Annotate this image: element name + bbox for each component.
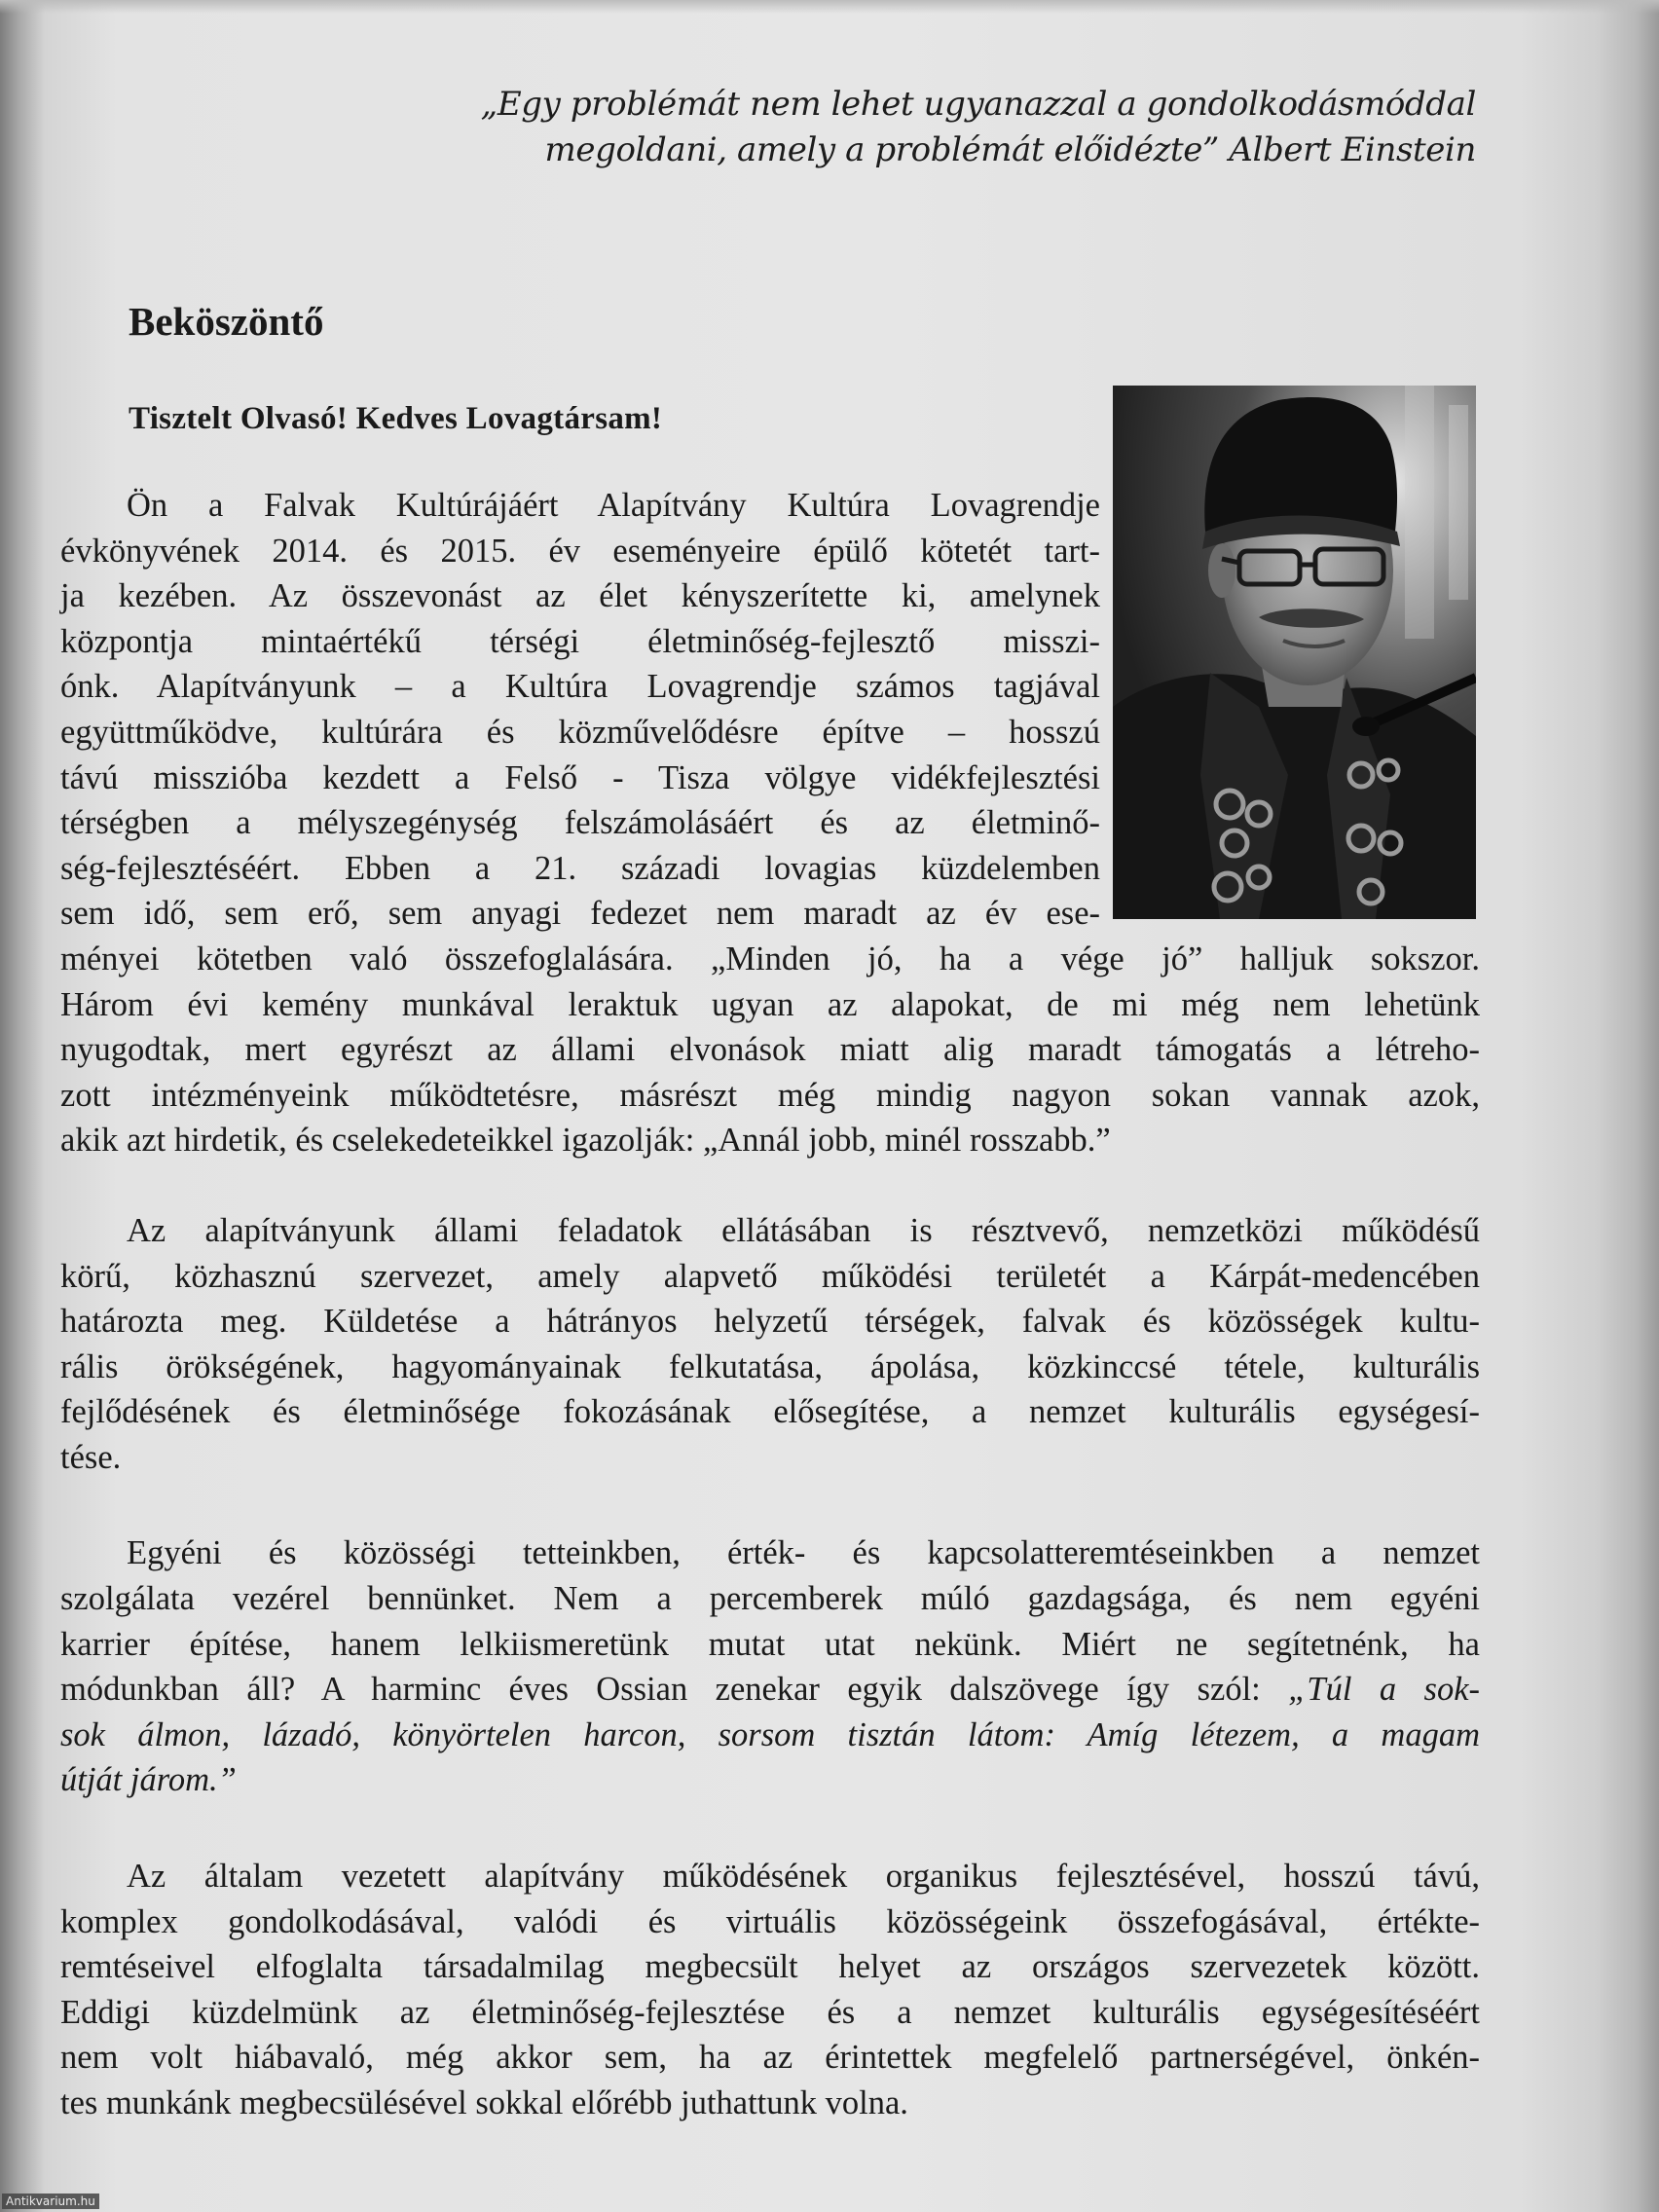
text-line: Ön a Falvak Kultúrájáért Alapítvány Kultúra Lovagrendje [127,487,1100,524]
text-line: tése. [60,1438,122,1476]
text-span: módunkban áll? A harminc éves Ossian zenekar egyik dalszövege így szól: [60,1671,1289,1709]
text-line: nem volt hiábavaló, még akkor sem, ha az érintettek megfelelő partnerségével, önkén- [60,2039,1480,2077]
text-line: térségben a mélyszegénység felszámolásáért és az életminő- [60,804,1100,842]
text-line: Eddigi küzdelmünk az életminőség-fejlesztése és a nemzet kulturális egységesítéséért [60,1993,1480,2031]
epigraph-line: megoldani, amely a problémát előidézte” Albert Einstein [544,130,1476,169]
text-line: évkönyvének 2014. és 2015. év eseményeire épülő kötetét tart- [60,532,1100,570]
text-line: szolgálata vezérel bennünket. Nem a percemberek múló gazdagsága, és nem egyéni [60,1580,1480,1618]
epigraph-quote [308,82,1476,173]
text-line: karrier építése, hanem lelkiismeretünk mutat utat nekünk. Miért ne segítetnénk, ha [60,1625,1480,1663]
paragraph-gap [60,1803,1480,1854]
text-line: körű, közhasznú szervezet, amely alapvető működési területét a Kárpát-medencében [60,1257,1480,1295]
page-shadow [0,0,1659,14]
text-line: Egyéni és közösségi tetteinkben, érték- és kapcsolatteremtéseinkben a nemzet [127,1534,1480,1572]
text-line: Az alapítványunk állami feladatok ellátásában is résztvevő, nemzetközi működésű [127,1211,1480,1249]
site-watermark: Antikvarium.hu [2,2194,99,2209]
text-line: sem idő, sem erő, sem anyagi fedezet nem maradt az év ese- [60,895,1100,933]
text-line: együttműködve, kultúrára és közművelődésre építve – hosszú [60,713,1100,751]
text-line: ja kezében. Az összevonást az élet kényszerítette ki, amelynek [60,577,1100,615]
text-line: tes munkánk megbecsülésével sokkal előrébb juthattunk volna. [60,2084,908,2121]
paragraph-gap [60,1480,1480,1530]
paragraph-gap [60,1163,1480,1208]
epigraph-line: „Egy problémát nem lehet ugyanazzal a gondolkodásmóddal [480,85,1476,124]
text-line: ónk. Alapítványunk – a Kultúra Lovagrendje számos tagjával [60,668,1100,706]
paragraph [60,1530,1480,1803]
text-line [60,1667,1480,1713]
text-line: fejlődésének és életminősége fokozásának elősegítése, a nemzet kulturális egységesí- [60,1393,1480,1431]
text-line: rális örökségének, hagyományainak felkutatása, ápolása, közkinccsé tétele, kulturális [60,1347,1480,1385]
lyric-quote-line: sok álmon, lázadó, könyörtelen harcon, sorsom tisztán látom: Amíg létezem, a magam [60,1715,1480,1753]
paragraph [60,1208,1480,1481]
text-line: remtéseivel elfoglalta társadalmilag megbecsült helyet az országos szervezetek között. [60,1948,1480,1986]
text-line: komplex gondolkodásával, valódi és virtuális közösségeink összefogásával, értékte- [60,1902,1480,1940]
text-line: központja mintaértékű térségi életminőség-fejlesztő misszi- [60,622,1100,660]
text-line: nyugodtak, mert egyrészt az állami elvonások miatt alig maradt támogatás a létreho- [60,1031,1480,1069]
section-heading: Beköszöntő [129,299,324,344]
text-line: akik azt hirdetik, és cselekedeteikkel igazolják: „Annál jobb, minél rosszabb.” [60,1122,1111,1160]
text-line: zott intézményeink működtetésre, másrészt még mindig nagyon sokan vannak azok, [60,1076,1480,1114]
text-line: ményei kötetben való összefoglalására. „Minden jó, ha a vége jó” halljuk sokszor. [60,940,1480,977]
text-line: határozta meg. Küldetése a hátrányos helyzetű térségek, falvak és közösségek kultu- [60,1303,1480,1341]
paragraph [60,1854,1480,2126]
text-line: távú misszióba kezdett a Felső - Tisza völgye vidékfejlesztési [60,758,1100,796]
text-line: ség-fejlesztéséért. Ebben a 21. századi lovagias küzdelemben [60,849,1100,887]
salutation: Tisztelt Olvasó! Kedves Lovagtársam! [129,401,663,436]
body-text [60,483,1480,2126]
paragraph [60,483,1480,1163]
lyric-quote-start: „Túl a sok- [1288,1671,1481,1709]
lyric-quote-line: útját járom.” [60,1761,237,1799]
text-line: Három évi kemény munkával leraktuk ugyan az alapokat, de mi még nem lehetünk [60,985,1480,1023]
text-line: Az általam vezetett alapítvány működésének organikus fejlesztésével, hosszú távú, [127,1858,1480,1896]
